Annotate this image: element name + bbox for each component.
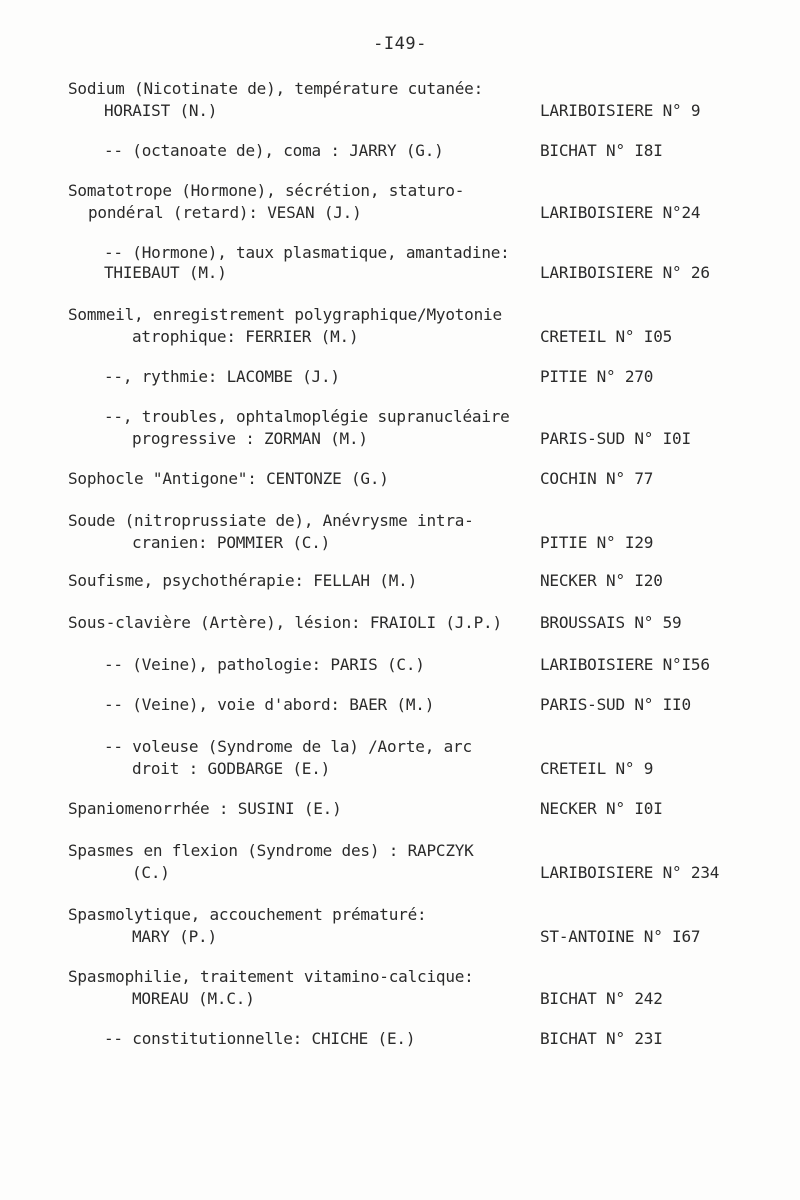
entry-heading: -- (octanoate de), coma : JARRY (G.) xyxy=(104,141,444,160)
entry-continuation: atrophique: FERRIER (M.) xyxy=(132,327,359,346)
entry-heading: Soufisme, psychothérapie: FELLAH (M.) xyxy=(68,571,418,590)
entry-reference: NECKER N° I0I xyxy=(540,799,663,818)
entry-reference: LARIBOISIERE N° 26 xyxy=(540,263,710,282)
entry-reference: BICHAT N° 242 xyxy=(540,989,663,1008)
entry-continuation: THIEBAUT (M.) xyxy=(104,263,227,282)
entry-continuation: HORAIST (N.) xyxy=(104,101,218,120)
entry-reference: LARIBOISIERE N°24 xyxy=(540,203,701,222)
entry-continuation: MOREAU (M.C.) xyxy=(132,989,255,1008)
entry-continuation: cranien: POMMIER (C.) xyxy=(132,533,331,552)
entry-heading: -- constitutionnelle: CHICHE (E.) xyxy=(104,1029,416,1048)
entry-heading: Soude (nitroprussiate de), Anévrysme intra- xyxy=(68,511,474,530)
entry-continuation: droit : GODBARGE (E.) xyxy=(132,759,331,778)
entry-heading: -- voleuse (Syndrome de la) /Aorte, arc xyxy=(104,737,472,756)
entry-heading: --, troubles, ophtalmoplégie supranucléaire xyxy=(104,407,510,426)
entry-reference: COCHIN N° 77 xyxy=(540,469,654,488)
entry-heading: Spaniomenorrhée : SUSINI (E.) xyxy=(68,799,342,818)
entry-continuation: pondéral (retard): VESAN (J.) xyxy=(88,203,362,222)
entry-reference: PARIS-SUD N° II0 xyxy=(540,695,691,714)
entry-continuation: progressive : ZORMAN (M.) xyxy=(132,429,368,448)
entry-heading: Spasmophilie, traitement vitamino-calcique: xyxy=(68,967,474,986)
entry-heading: Sommeil, enregistrement polygraphique/Myotonie xyxy=(68,305,502,324)
entry-continuation: MARY (P.) xyxy=(132,927,217,946)
entry-heading: Spasmes en flexion (Syndrome des) : RAPCZYK xyxy=(68,841,474,860)
entry-reference: LARIBOISIERE N° 234 xyxy=(540,863,720,882)
entry-heading: -- (Veine), voie d'abord: BAER (M.) xyxy=(104,695,435,714)
entry-heading: --, rythmie: LACOMBE (J.) xyxy=(104,367,340,386)
entry-reference: CRETEIL N° 9 xyxy=(540,759,654,778)
entry-heading: Sodium (Nicotinate de), température cutanée: xyxy=(68,79,484,98)
entry-continuation: (C.) xyxy=(132,863,170,882)
entry-reference: PITIE N° I29 xyxy=(540,533,654,552)
entry-reference: PARIS-SUD N° I0I xyxy=(540,429,691,448)
entry-heading: Sous-clavière (Artère), lésion: FRAIOLI (J.P.) xyxy=(68,613,502,632)
entry-reference: LARIBOISIERE N° 9 xyxy=(540,101,701,120)
entry-heading: -- (Hormone), taux plasmatique, amantadine: xyxy=(104,243,510,262)
entry-heading: Spasmolytique, accouchement prématuré: xyxy=(68,905,427,924)
entry-reference: BROUSSAIS N° 59 xyxy=(540,613,682,632)
entry-heading: Somatotrope (Hormone), sécrétion, staturo- xyxy=(68,181,465,200)
entry-reference: ST-ANTOINE N° I67 xyxy=(540,927,701,946)
entry-reference: NECKER N° I20 xyxy=(540,571,663,590)
entry-reference: BICHAT N° 23I xyxy=(540,1029,663,1048)
entry-reference: PITIE N° 270 xyxy=(540,367,654,386)
page-number: -I49- xyxy=(373,34,427,54)
entry-reference: LARIBOISIERE N°I56 xyxy=(540,655,710,674)
entry-reference: BICHAT N° I8I xyxy=(540,141,663,160)
entry-heading: -- (Veine), pathologie: PARIS (C.) xyxy=(104,655,425,674)
entry-heading: Sophocle "Antigone": CENTONZE (G.) xyxy=(68,469,389,488)
entry-reference: CRETEIL N° I05 xyxy=(540,327,673,346)
